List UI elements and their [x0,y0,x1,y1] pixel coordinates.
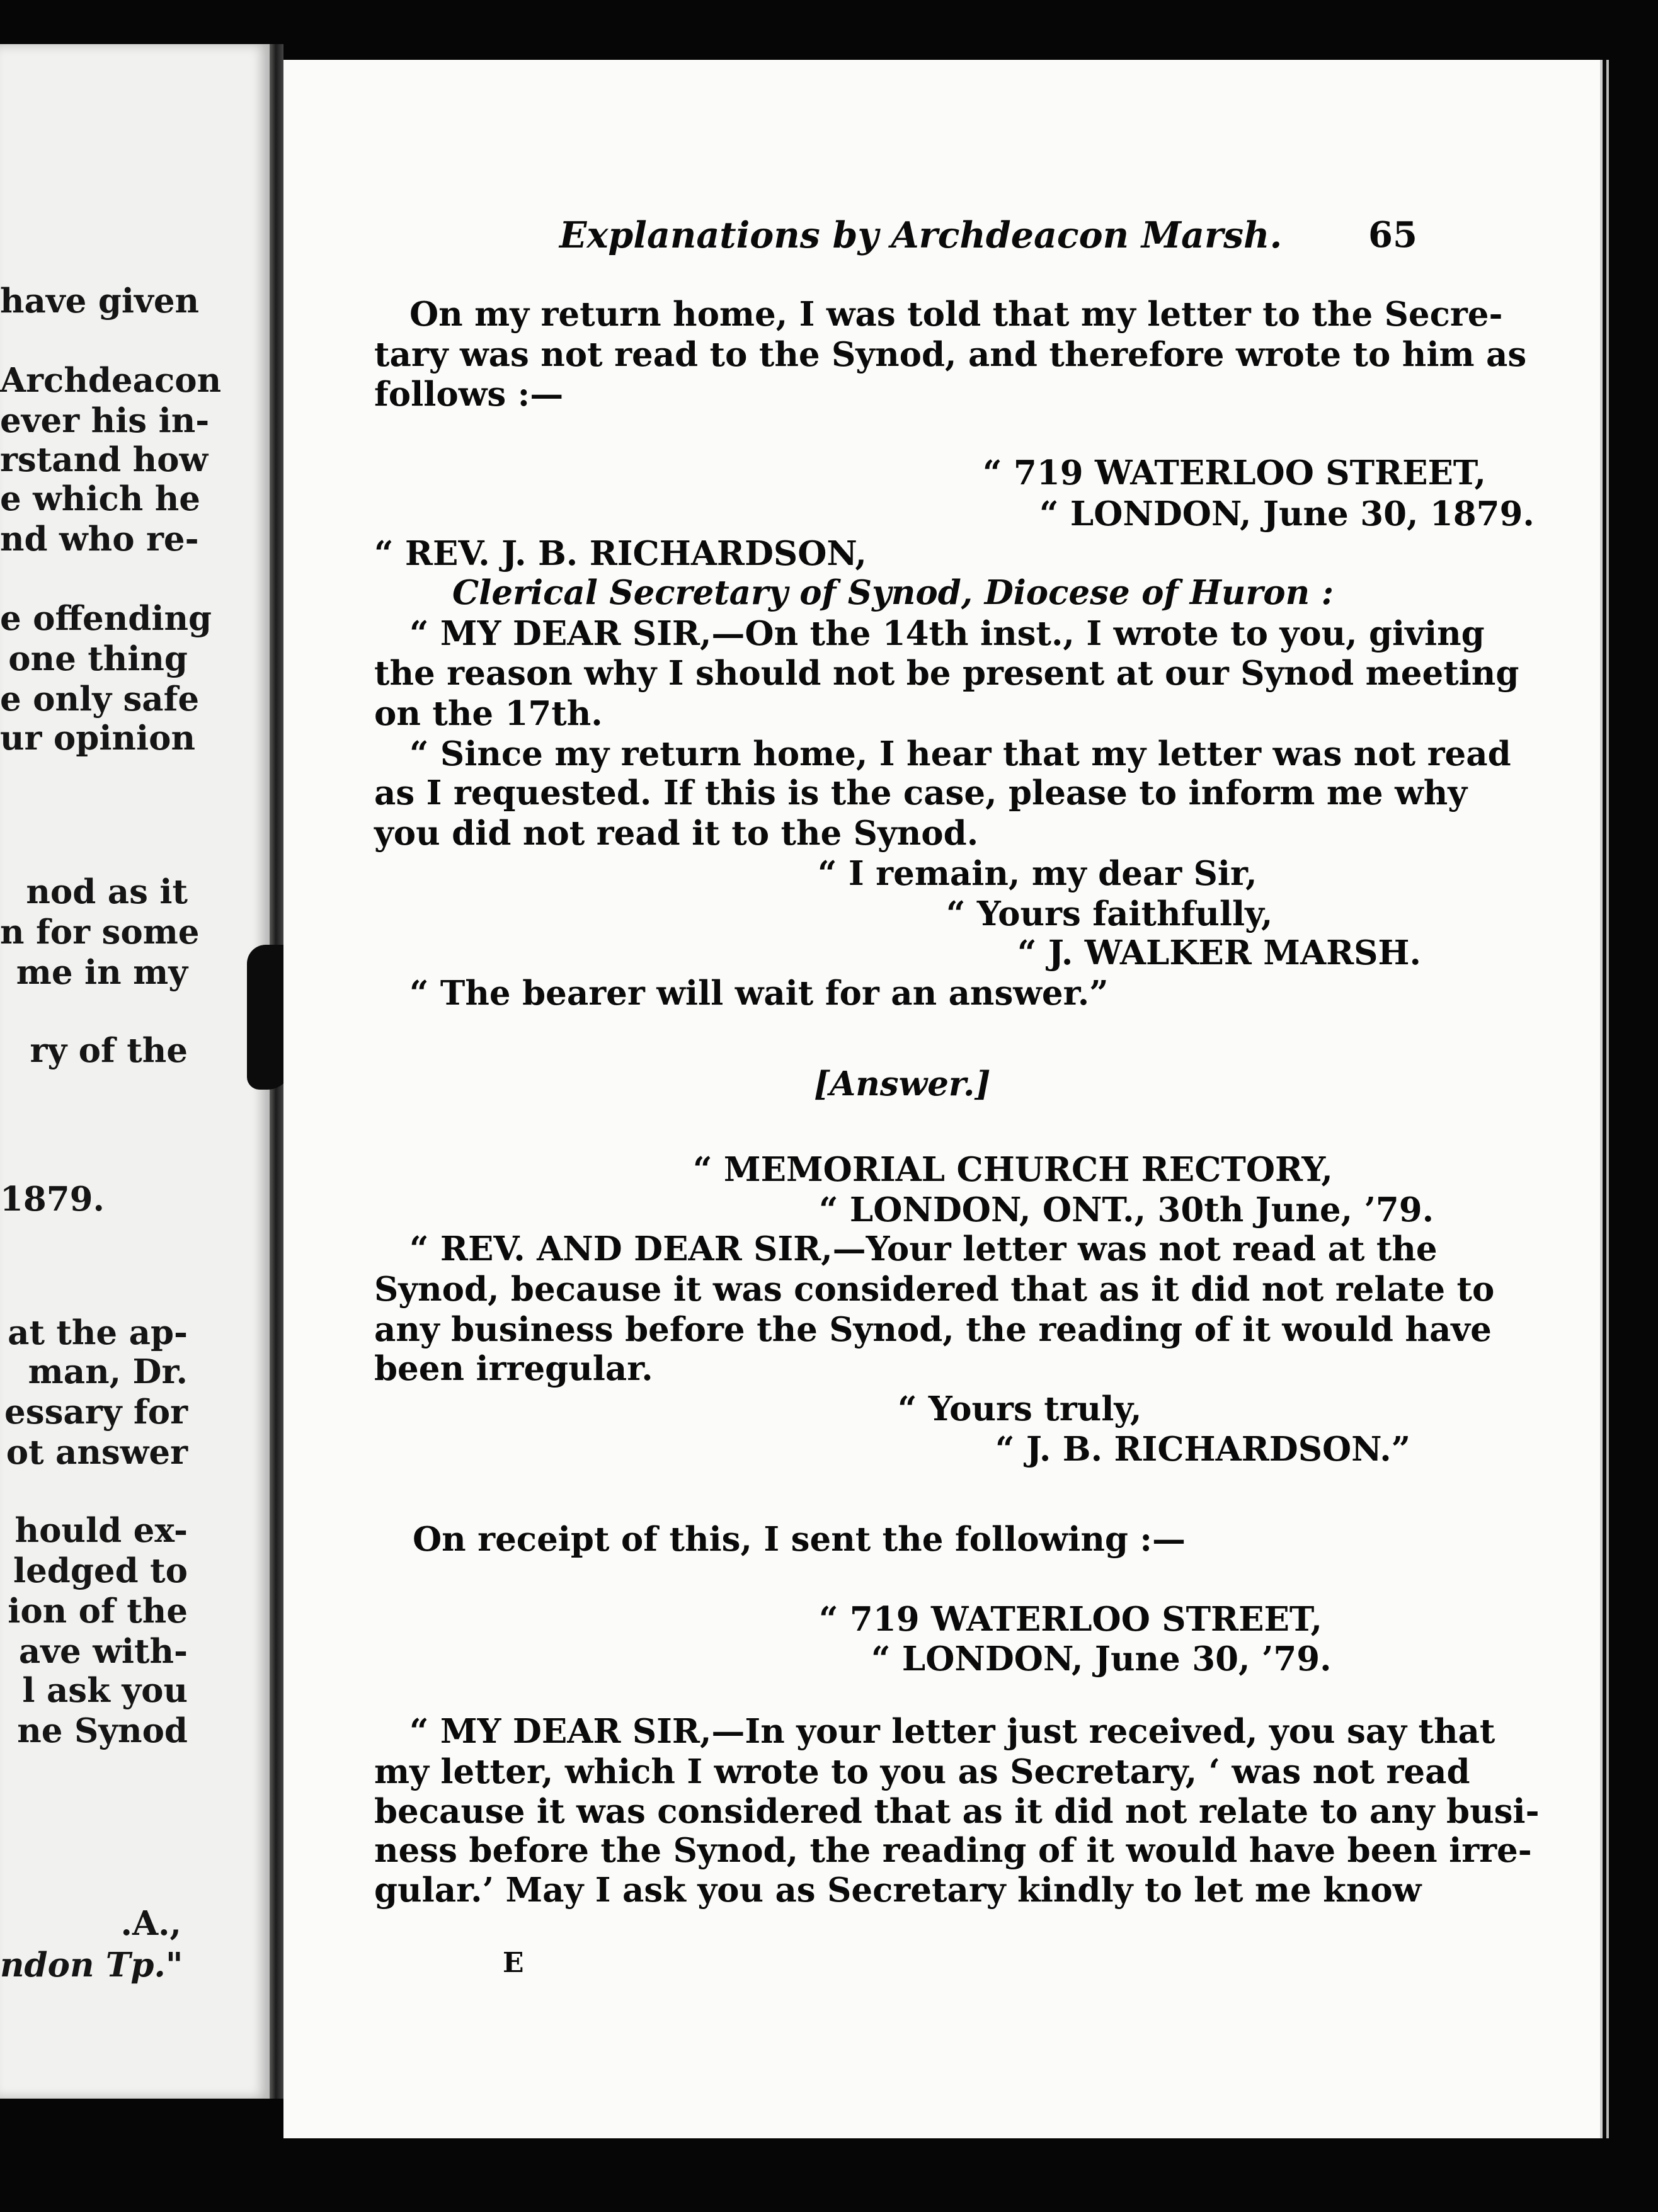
letter2-para-line: been irregular. [374,1349,653,1388]
letter1-para2-line: as I requested. If this is the case, please to inform me why [374,773,1468,812]
letter3-para-line: “ MY DEAR SIR,—In your letter just received, you say that [409,1712,1495,1751]
letter2-signature: “ J. B. RICHARDSON.” [995,1430,1411,1469]
letter2-address-line2: “ LONDON, ONT., 30th June, ’79. [819,1190,1434,1229]
intro-line: tary was not read to the Synod, and therefore wrote to him as [374,335,1527,374]
left-page-line: ndon Tp." [0,1946,183,1985]
left-page-line: one thing [8,639,188,678]
letter3-para-line: ness before the Synod, the reading of it would have been irre- [374,1831,1532,1870]
letter1-address-line1: “ 719 WATERLOO STREET, [983,453,1486,493]
letter2-para-line: “ REV. AND DEAR SIR,—Your letter was not read at the [409,1229,1438,1268]
left-page-line: l ask you [22,1671,188,1710]
letter1-address-line2: “ LONDON, June 30, 1879. [1039,494,1535,533]
letter3-para-line: gular.’ May I ask you as Secretary kindly to let me know [374,1871,1422,1910]
letter3-para-line: because it was considered that as it did not relate to any busi- [374,1792,1540,1831]
letter1-closing-line1: “ I remain, my dear Sir, [818,854,1257,893]
left-page-line: e which he [0,479,200,518]
letter2-para-line: Synod, because it was considered that as it did not relate to [374,1270,1495,1309]
left-page-line: ot answer [6,1433,188,1472]
letter2-para-line: any business before the Synod, the reading of it would have [374,1310,1492,1349]
left-page-line: ion of the [8,1592,188,1631]
left-page-line: essary for [4,1393,188,1432]
letter1-para2-line: “ Since my return home, I hear that my letter was not read [409,734,1511,773]
left-facing-page [0,44,270,2099]
left-page-line: e only safe [0,680,200,719]
left-page-line: e offending [0,599,212,638]
intro-line: follows :— [374,375,564,414]
left-page-line: ur opinion [0,719,196,758]
left-page-line: Archdeacon [0,361,222,400]
left-page-line: nd who re- [0,520,199,559]
left-page-line: me in my [16,953,188,992]
letter1-signature: “ J. WALKER MARSH. [1017,933,1421,972]
left-page-line: rstand how [0,440,209,479]
left-page-line: .A., [120,1904,181,1943]
left-page-line: n for some [0,913,200,952]
letter1-closing-line2: “ Yours faithfully, [946,894,1273,933]
left-page-line: have given [0,282,200,321]
left-page-line: 1879. [0,1180,105,1219]
letter1-recipient-name: “ REV. J. B. RICHARDSON, [374,534,867,573]
left-page-line: hould ex- [14,1511,188,1550]
intro-line: On my return home, I was told that my letter to the Secre- [409,295,1503,334]
page-number: 65 [1368,214,1417,256]
letter1-para2-line: you did not read it to the Synod. [374,814,979,853]
letter1-postscript: “ The bearer will wait for an answer.” [409,974,1109,1013]
answer-heading: [Answer.] [814,1064,991,1103]
left-page-line: nod as it [26,872,188,911]
letter3-address-line1: “ 719 WATERLOO STREET, [819,1600,1322,1639]
letter3-address-line2: “ LONDON, June 30, ’79. [871,1639,1332,1679]
letter3-para-line: my letter, which I wrote to you as Secretary, ‘ was not read [374,1752,1470,1791]
letter2-address-line1: “ MEMORIAL CHURCH RECTORY, [693,1150,1333,1189]
left-page-line: ever his in- [0,401,210,440]
letter1-recipient-title: Clerical Secretary of Synod, Diocese of Huron : [452,573,1334,612]
left-page-line: ave with- [18,1632,188,1671]
left-page-line: ry of the [30,1031,188,1070]
book-page [283,60,1600,2138]
left-page-line: ne Synod [17,1711,188,1750]
signature-mark: E [503,1947,524,1979]
left-page-line: man, Dr. [28,1352,188,1391]
letter2-closing: “ Yours truly, [898,1389,1142,1428]
letter1-para1-line: on the 17th. [374,694,603,733]
letter1-para1-line: the reason why I should not be present at our Synod meeting [374,654,1519,693]
running-head: Explanations by Archdeacon Marsh. [559,214,1283,256]
transition-line: On receipt of this, I sent the following :— [413,1520,1186,1559]
letter1-para1-line: “ MY DEAR SIR,—On the 14th inst., I wrote to you, giving [409,614,1485,653]
left-page-line: at the ap- [8,1313,188,1352]
left-page-line: ledged to [13,1551,188,1590]
